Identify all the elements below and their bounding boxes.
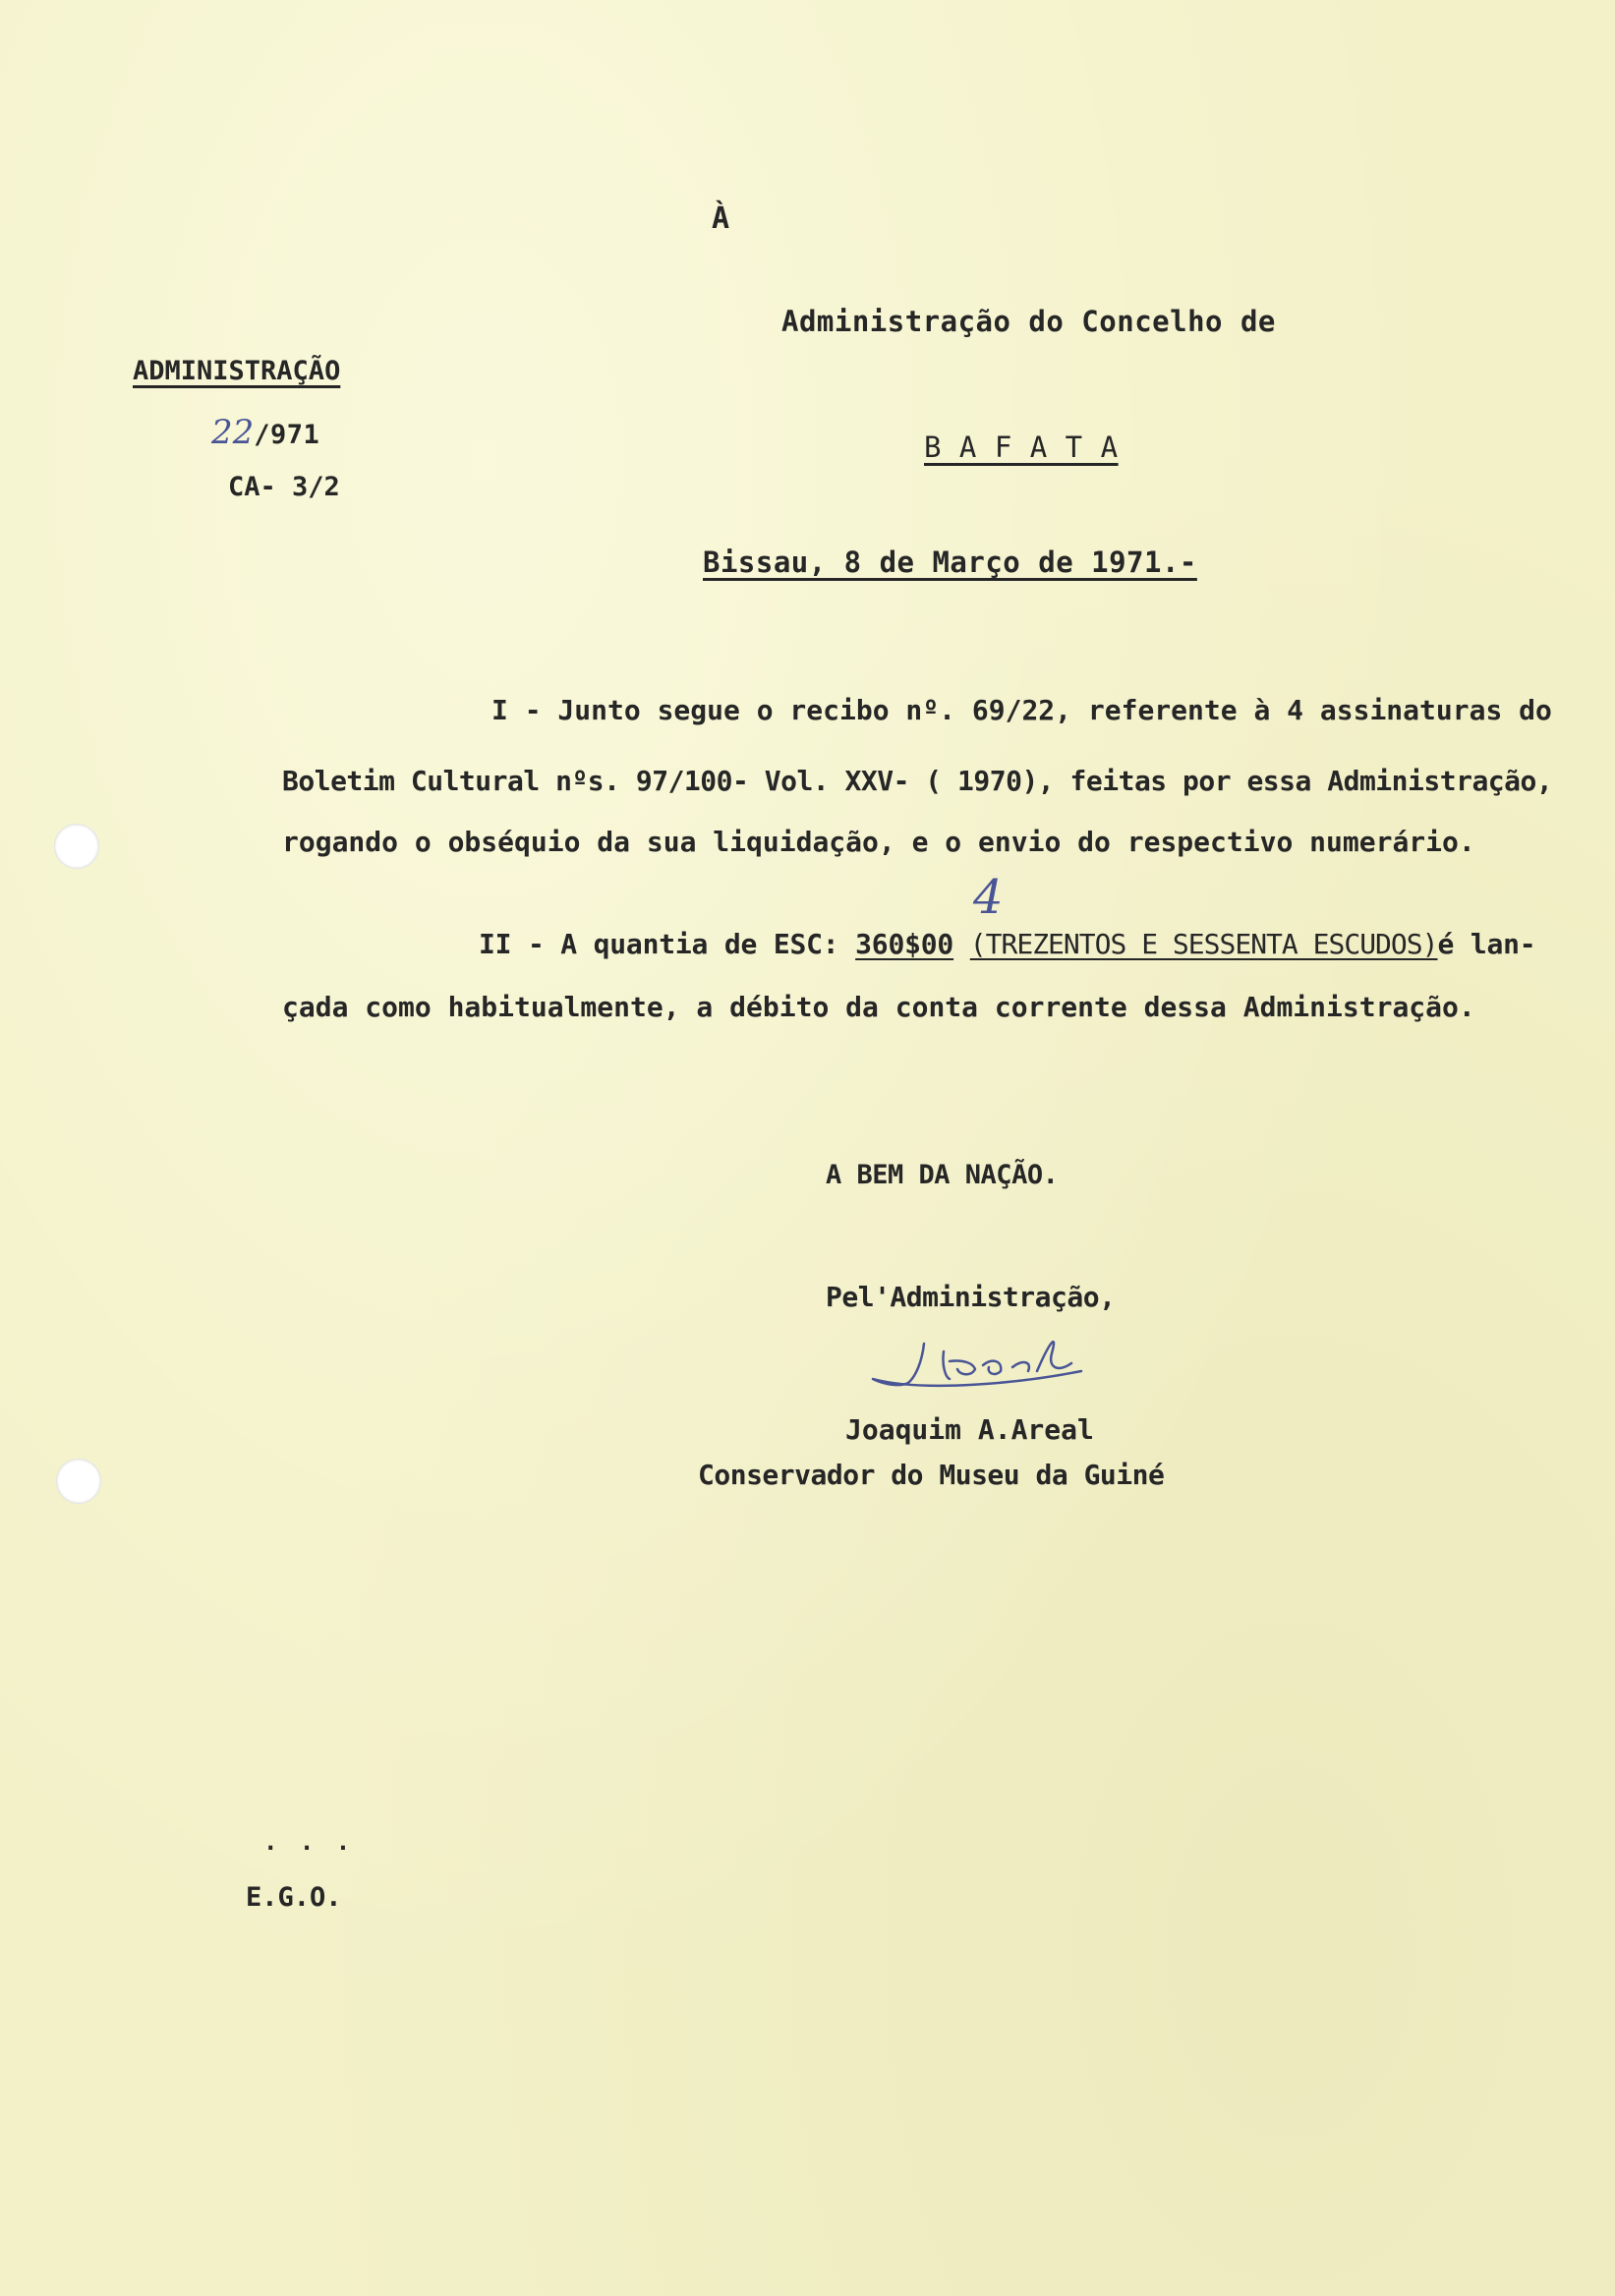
handwritten-amount-mark: 4 [973, 870, 1004, 925]
punch-hole-top [54, 824, 99, 869]
addressee-prefix: À [712, 201, 730, 236]
letter-date: Bissau, 8 de Março de 1971.- [703, 545, 1197, 579]
reference-office: ADMINISTRAÇÃO [133, 356, 341, 386]
paragraph-2-prefix: II - A quantia de ESC: [479, 928, 839, 960]
signature [865, 1322, 1140, 1401]
signature-for: Pel'Administração, [826, 1281, 1116, 1313]
reference-number-handwritten: 22 [211, 413, 255, 452]
reference-number-typed: /971 [254, 420, 320, 450]
paragraph-1-line-3: rogando o obséquio da sua liquidação, e o envio do respectivo numerário. [282, 826, 1475, 858]
signature-scrawl-svg [865, 1322, 1140, 1401]
paragraph-2-amount-words: (TREZENTOS E SESSENTA ESCUDOS) [969, 928, 1438, 960]
signatory-title: Conservador do Museu da Guiné [698, 1459, 1165, 1491]
reference-number [211, 413, 319, 452]
paragraph-2-suffix: é lan- [1437, 928, 1536, 960]
typist-initials: E.G.O. [246, 1882, 342, 1913]
addressee-place: B A F A T A [924, 430, 1119, 464]
paragraph-2-line-2: çada como habitualmente, a débito da conta corrente dessa Administração. [282, 991, 1475, 1023]
punch-hole-bottom [56, 1459, 101, 1504]
addressee: Administração do Concelho de [781, 305, 1276, 338]
closing-salutation: A BEM DA NAÇÃO. [826, 1160, 1059, 1190]
signatory-name: Joaquim A.Areal [845, 1413, 1094, 1446]
paragraph-2-line-1 [479, 928, 1535, 960]
reference-file-code: CA- 3/2 [228, 472, 340, 502]
paragraph-1-line-2: Boletim Cultural nºs. 97/100- Vol. XXV- ( 1970), feitas por essa Administração, [282, 765, 1553, 797]
paragraph-1-line-1: I - Junto segue o recibo nº. 69/22, referente à 4 assinaturas do [491, 694, 1552, 726]
paragraph-2-amount: 360$00 [855, 928, 954, 960]
footer-dots: . . . [263, 1828, 355, 1856]
